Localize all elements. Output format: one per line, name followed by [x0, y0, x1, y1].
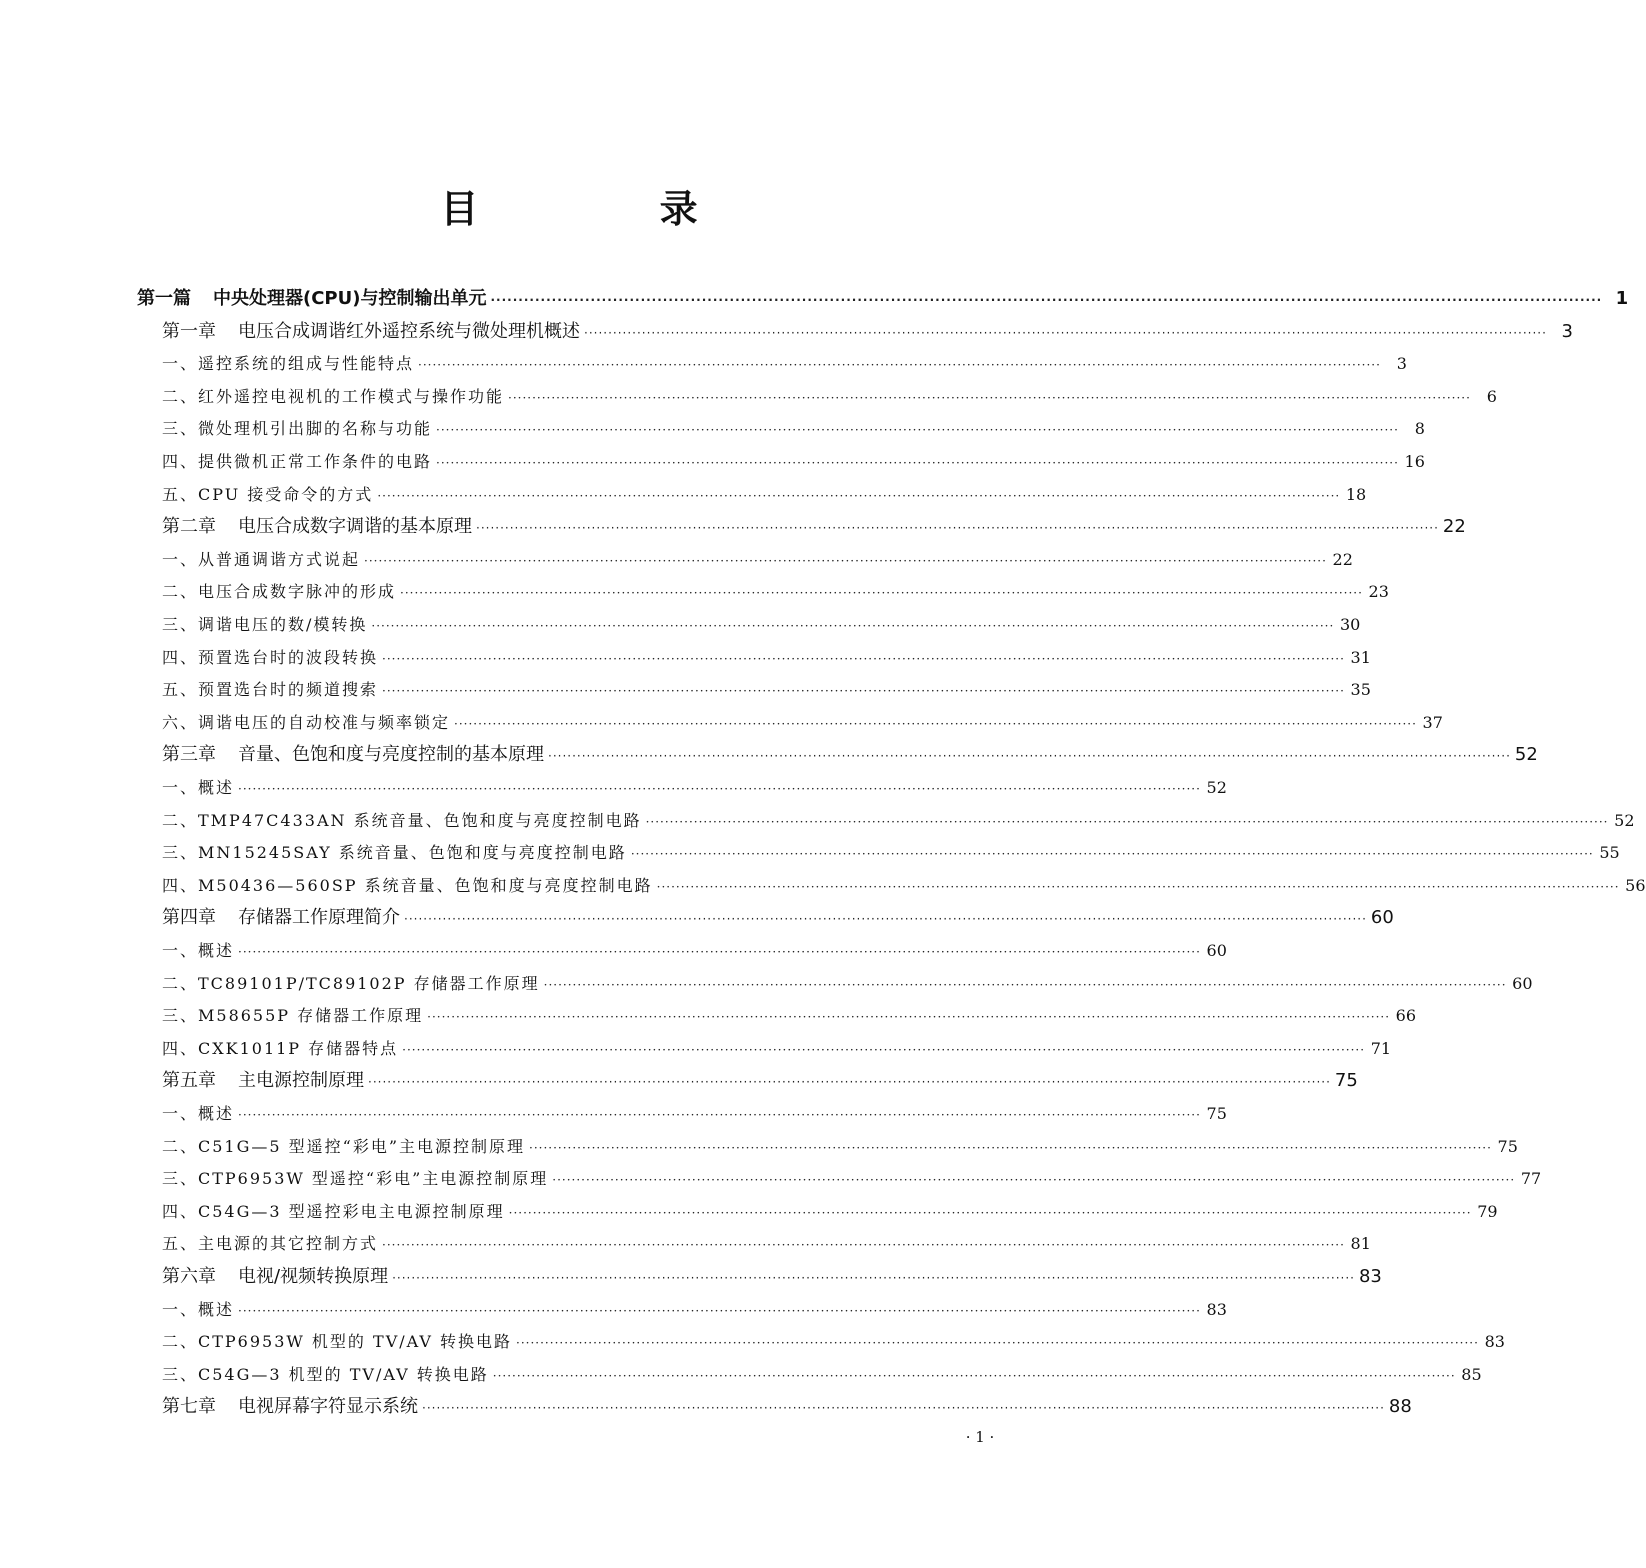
toc-entry-chapter: [162, 902, 1394, 934]
toc-entry-page: 3: [1561, 321, 1573, 342]
toc-entry-page: 88: [1388, 1396, 1412, 1417]
toc-entry-section: [162, 1131, 1518, 1163]
dot-leader: ········································································································································································································: [584, 326, 1547, 340]
dot-leader: ········································································································································································································: [436, 456, 1399, 470]
toc-entry-title: 一、从普通调谐方式说起: [162, 550, 361, 569]
toc-entry-section: [162, 707, 1443, 739]
toc-entry-page: 52: [1206, 778, 1227, 797]
toc-entry-section: [162, 609, 1361, 641]
toc-entry-label: [162, 609, 367, 641]
toc-entry-section: [162, 1000, 1417, 1032]
dot-leader: ········································································································································································································: [377, 489, 1341, 503]
toc-entry-page: 66: [1395, 1006, 1417, 1025]
toc-entry-label: [162, 870, 653, 902]
toc-entry-number: 第一篇: [137, 288, 191, 309]
toc-entry-page: 35: [1350, 680, 1371, 699]
toc-entry-page: 22: [1332, 550, 1353, 569]
dot-leader: ········································································································································································································: [508, 1206, 1472, 1220]
toc-entry-title: 五、预置选台时的频道搜索: [162, 680, 379, 699]
toc-entry-label: [162, 446, 432, 478]
dot-leader: ········································································································································································································: [543, 978, 1507, 992]
toc-entry-title: 一、概述: [162, 1300, 235, 1319]
toc-entry-page: 3: [1396, 354, 1407, 373]
dot-leader: ········································································································································································································: [422, 1401, 1385, 1415]
dot-leader: ········································································································································································································: [364, 554, 1327, 568]
toc-entry-label: [137, 283, 486, 315]
toc-entry-page: 23: [1368, 582, 1389, 601]
dot-leader: ········································································································································································································: [404, 912, 1367, 926]
toc-entry-number: 第三章: [162, 744, 216, 765]
toc-entry-section: [162, 1294, 1227, 1326]
toc-entry-title: 四、M50436—560SP 系统音量、色饱和度与亮度控制电路: [162, 876, 653, 895]
toc-entry-title: 电压合成调谐红外遥控系统与微处理机概述: [238, 321, 580, 342]
dot-leader: ········································································································································································································: [529, 1141, 1492, 1155]
toc-entry-label: [162, 707, 450, 739]
toc-entry-label: [162, 1294, 234, 1326]
dot-leader: ········································································································································································································: [418, 358, 1381, 372]
toc-entry-title: 三、调谐电压的数/模转换: [162, 615, 368, 634]
toc-entry-label: [162, 1391, 418, 1423]
toc-entry-title: 三、M58655P 存储器工作原理: [162, 1006, 424, 1025]
dot-leader: ········································································································································································································: [238, 782, 1201, 796]
dot-leader: ········································································································································································································: [436, 423, 1399, 437]
dot-leader: ········································································································································································································: [656, 880, 1620, 894]
toc-entry-section: [162, 1098, 1227, 1130]
toc-entry-page: 52: [1514, 744, 1538, 765]
toc-entry-label: [162, 1326, 512, 1358]
toc-entry-title: 一、概述: [162, 941, 235, 960]
toc-entry-label: [162, 739, 544, 771]
toc-entry-label: [162, 1196, 505, 1228]
toc-entry-page: 60: [1370, 907, 1394, 928]
toc-entry-number: 第六章: [162, 1266, 216, 1287]
toc-entry-label: [162, 935, 234, 967]
toc-entry-label: [162, 1261, 388, 1293]
toc-entry-title: 二、TC89101P/TC89102P 存储器工作原理: [162, 974, 540, 993]
dot-leader: ········································································································································································································: [490, 293, 1603, 307]
toc-entry-label: [162, 1228, 378, 1260]
toc-entry-part: [137, 283, 1629, 315]
toc-entry-page: 16: [1404, 452, 1425, 471]
toc-entry-title: 一、概述: [162, 778, 235, 797]
toc-entry-section: [162, 1359, 1482, 1391]
toc-entry-page: 60: [1512, 974, 1533, 993]
toc-entry-page: 85: [1461, 1365, 1482, 1384]
toc-entry-title: 三、微处理机引出脚的名称与功能: [162, 419, 433, 438]
toc-entry-page: 75: [1206, 1104, 1227, 1123]
toc-entry-title: 三、MN15245SAY 系统音量、色饱和度与亮度控制电路: [162, 843, 627, 862]
toc-entry-section: [162, 642, 1371, 674]
toc-entry-page: 79: [1477, 1202, 1498, 1221]
toc-entry-label: [162, 316, 580, 348]
toc-entry-title: 存储器工作原理简介: [238, 907, 400, 928]
dot-leader: ········································································································································································································: [548, 749, 1511, 763]
toc-entry-number: 第一章: [162, 321, 216, 342]
dot-leader: ········································································································································································································: [645, 815, 1609, 829]
toc-entry-page: 60: [1206, 941, 1227, 960]
toc-entry-page: 52: [1614, 811, 1635, 830]
toc-entry-section: [162, 544, 1353, 576]
dot-leader: ········································································································································································································: [552, 1173, 1516, 1187]
toc-entry-label: [162, 576, 396, 608]
toc-entry-section: [162, 772, 1227, 804]
toc-entry-label: [162, 511, 472, 543]
toc-entry-title: 一、遥控系统的组成与性能特点: [162, 354, 415, 373]
toc-entry-title: 二、CTP6953W 机型的 TV/AV 转换电路: [162, 1332, 513, 1351]
toc-entry-section: [162, 381, 1497, 413]
toc-entry-number: 第七章: [162, 1396, 216, 1417]
toc-entry-page: 83: [1484, 1332, 1505, 1351]
toc-entry-chapter: [162, 739, 1538, 771]
dot-leader: ········································································································································································································: [371, 619, 1335, 633]
toc-entry-label: [162, 674, 378, 706]
toc-entry-section: [162, 576, 1389, 608]
toc-entry-section: [162, 870, 1646, 902]
toc-entry-title: 电视/视频转换原理: [238, 1266, 389, 1287]
toc-entry-label: [162, 381, 504, 413]
toc-entry-chapter: [162, 1261, 1382, 1293]
toc-entry-page: 18: [1345, 485, 1367, 504]
toc-entry-section: [162, 674, 1371, 706]
toc-entry-page: 55: [1599, 843, 1620, 862]
toc-entry-section: [162, 1163, 1542, 1195]
toc-entry-page: 75: [1497, 1137, 1518, 1156]
dot-leader: ········································································································································································································: [402, 1043, 1366, 1057]
toc-entry-label: [162, 1359, 489, 1391]
toc-entry-title: 电视屏幕字符显示系统: [238, 1396, 418, 1417]
page-number-footer: · 1 ·: [965, 1428, 995, 1446]
toc-entry-page: 37: [1422, 713, 1443, 732]
toc-entry-page: 22: [1442, 516, 1466, 537]
toc-entry-page: 56: [1625, 876, 1646, 895]
toc-entry-label: [162, 642, 378, 674]
toc-entry-label: [162, 1033, 398, 1065]
toc-entry-title: 二、电压合成数字脉冲的形成: [162, 582, 397, 601]
toc-entry-page: 83: [1358, 1266, 1382, 1287]
toc-entry-chapter: [162, 1065, 1358, 1097]
page-title: 目 录: [440, 187, 782, 231]
toc-entry-label: [162, 1000, 423, 1032]
dot-leader: ········································································································································································································: [454, 717, 1417, 731]
dot-leader: ········································································································································································································: [630, 847, 1594, 861]
toc-entry-page: 81: [1350, 1234, 1371, 1253]
toc-entry-chapter: [162, 316, 1573, 348]
toc-entry-title: 主电源控制原理: [238, 1070, 364, 1091]
dot-leader: ········································································································································································································: [382, 684, 1345, 698]
toc-entry-label: [162, 544, 360, 576]
toc-entry-page: 31: [1350, 648, 1371, 667]
toc-entry-section: [162, 837, 1620, 869]
toc-entry-title: 四、提供微机正常工作条件的电路: [162, 452, 433, 471]
toc-entry-number: 第四章: [162, 907, 216, 928]
dot-leader: ········································································································································································································: [238, 1304, 1201, 1318]
toc-entry-label: [162, 902, 400, 934]
dot-leader: ········································································································································································································: [476, 521, 1439, 535]
toc-entry-chapter: [162, 1391, 1412, 1423]
dot-leader: ········································································································································································································: [492, 1369, 1456, 1383]
toc-entry-number: 第二章: [162, 516, 216, 537]
dot-leader: ········································································································································································································: [238, 1108, 1201, 1122]
toc-entry-page: 6: [1486, 387, 1497, 406]
toc-entry-page: 75: [1334, 1070, 1358, 1091]
toc-entry-section: [162, 1196, 1498, 1228]
dot-leader: ········································································································································································································: [382, 1238, 1345, 1252]
toc-entry-section: [162, 935, 1227, 967]
toc-entry-title: 四、C54G—3 型遥控彩电主电源控制原理: [162, 1202, 505, 1221]
dot-leader: ········································································································································································································: [238, 945, 1201, 959]
toc-entry-label: [162, 348, 414, 380]
toc-entry-page: 83: [1206, 1300, 1227, 1319]
dot-leader: ········································································································································································································: [508, 391, 1471, 405]
toc-entry-label: [162, 1065, 364, 1097]
toc-entry-chapter: [162, 511, 1466, 543]
dot-leader: ········································································································································································································: [400, 586, 1363, 600]
toc-entry-title: 五、CPU 接受命令的方式: [162, 485, 374, 504]
toc-entry-section: [162, 348, 1407, 380]
toc-entry-label: [162, 837, 627, 869]
toc-entry-label: [162, 1131, 525, 1163]
dot-leader: ········································································································································································································: [427, 1010, 1391, 1024]
toc-entry-label: [162, 413, 432, 445]
toc-entry-section: [162, 479, 1367, 511]
dot-leader: ········································································································································································································: [382, 652, 1345, 666]
toc-entry-label: [162, 772, 234, 804]
toc-entry-label: [162, 479, 373, 511]
toc-entry-title: 中央处理器(CPU)与控制输出单元: [213, 288, 487, 309]
toc-entry-section: [162, 968, 1533, 1000]
toc-entry-title: 二、C51G—5 型遥控“彩电”主电源控制原理: [162, 1137, 526, 1156]
toc-entry-label: [162, 1163, 548, 1195]
toc-entry-title: 二、红外遥控电视机的工作模式与操作功能: [162, 387, 505, 406]
toc-entry-page: 30: [1339, 615, 1361, 634]
toc-entry-page: 8: [1414, 419, 1425, 438]
toc-entry-page: 1: [1615, 288, 1629, 309]
toc-entry-page: 71: [1370, 1039, 1392, 1058]
toc-entry-title: 三、CTP6953W 型遥控“彩电”主电源控制原理: [162, 1169, 549, 1188]
toc-entry-label: [162, 805, 642, 837]
toc-entry-title: 四、CXK1011P 存储器特点: [162, 1039, 399, 1058]
toc-entry-title: 电压合成数字调谐的基本原理: [238, 516, 472, 537]
toc-entry-label: [162, 968, 540, 1000]
dot-leader: ········································································································································································································: [516, 1336, 1479, 1350]
toc-entry-section: [162, 1033, 1392, 1065]
toc-entry-page: 77: [1520, 1169, 1542, 1188]
toc-entry-title: 二、TMP47C433AN 系统音量、色饱和度与亮度控制电路: [162, 811, 642, 830]
toc-entry-section: [162, 805, 1635, 837]
toc-entry-section: [162, 1228, 1371, 1260]
toc-entry-title: 六、调谐电压的自动校准与频率锁定: [162, 713, 451, 732]
toc-entry-title: 一、概述: [162, 1104, 235, 1123]
dot-leader: ········································································································································································································: [392, 1271, 1355, 1285]
toc-entry-number: 第五章: [162, 1070, 216, 1091]
toc-entry-title: 四、预置选台时的波段转换: [162, 648, 379, 667]
dot-leader: ········································································································································································································: [368, 1075, 1331, 1089]
toc-entry-title: 三、C54G—3 机型的 TV/AV 转换电路: [162, 1365, 489, 1384]
toc-entry-section: [162, 413, 1425, 445]
toc-entry-label: [162, 1098, 234, 1130]
toc-entry-title: 音量、色饱和度与亮度控制的基本原理: [238, 744, 544, 765]
toc-entry-title: 五、主电源的其它控制方式: [162, 1234, 379, 1253]
toc-entry-section: [162, 446, 1425, 478]
toc-entry-section: [162, 1326, 1505, 1358]
